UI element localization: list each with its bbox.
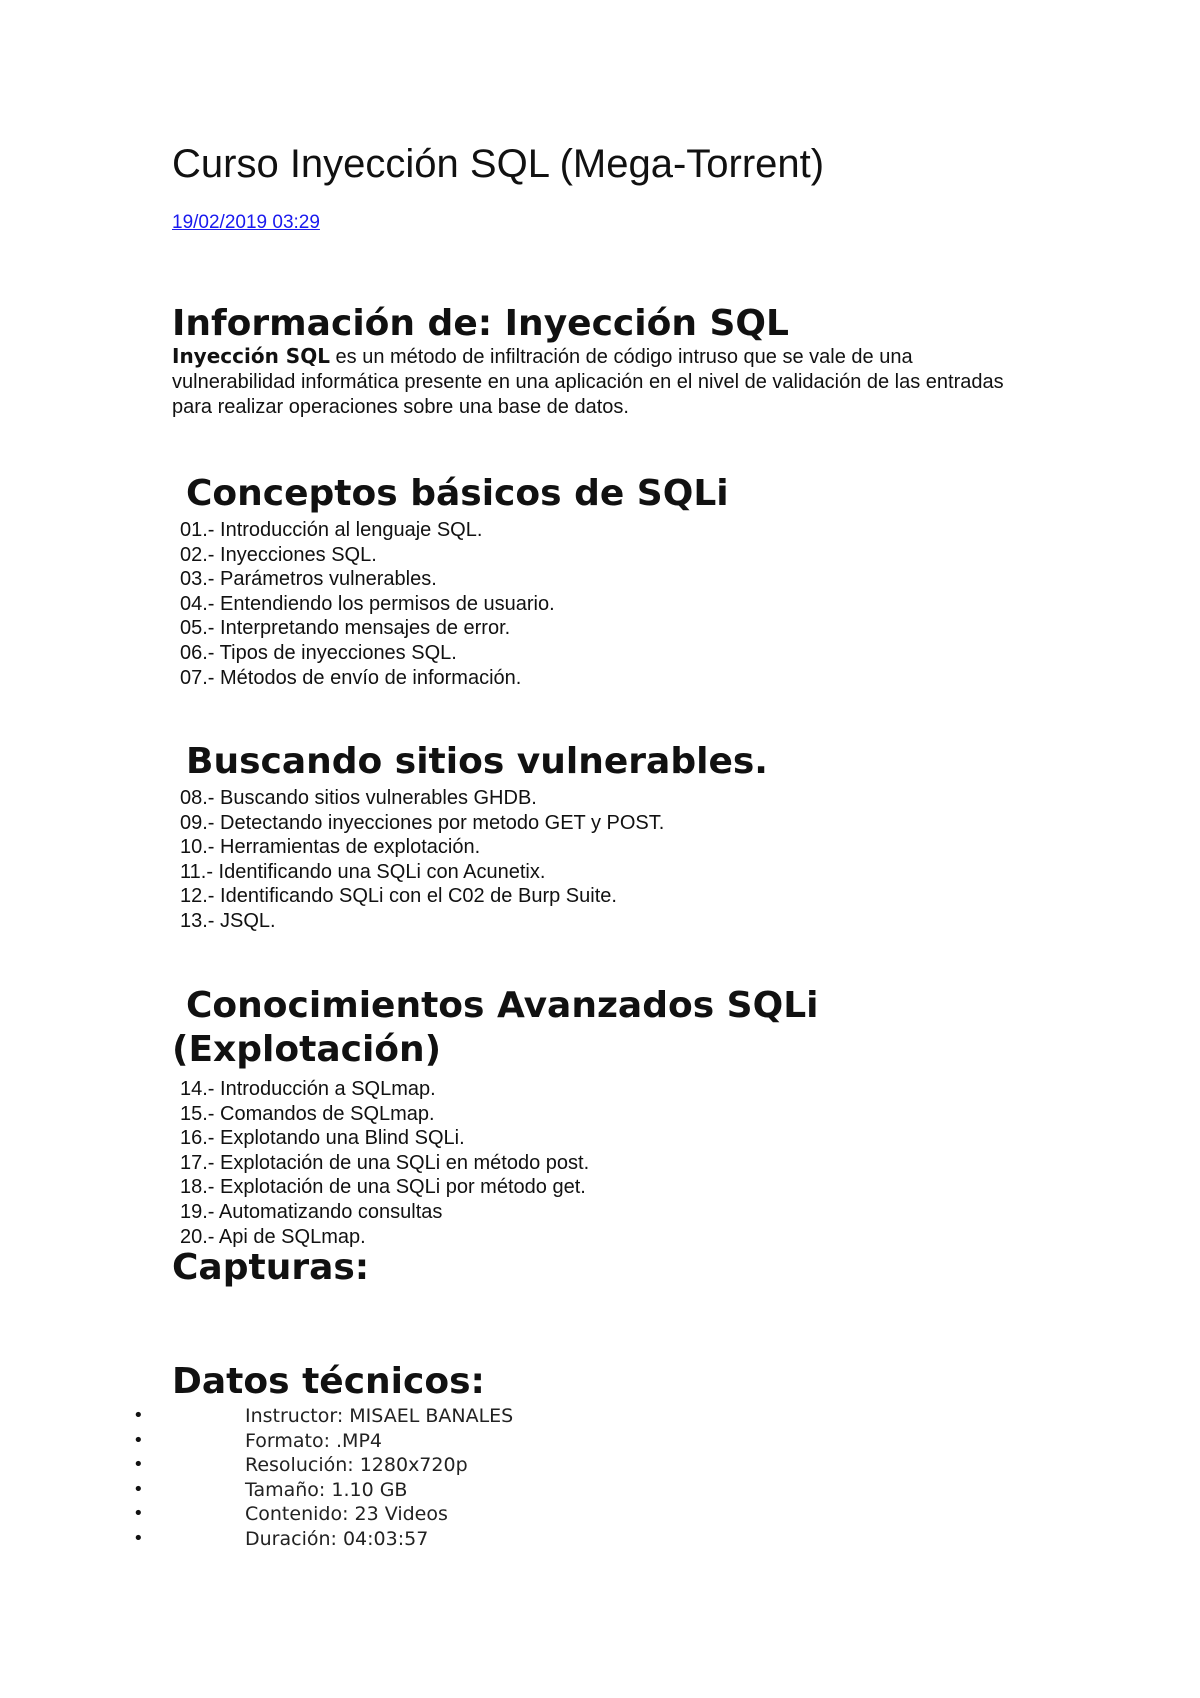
info-paragraph	[172, 344, 1022, 420]
technical-heading: Datos técnicos:	[172, 1361, 485, 1402]
section-heading-buscando: Buscando sitios vulnerables.	[186, 741, 768, 782]
page-title: Curso Inyección SQL (Mega-Torrent)	[172, 142, 825, 186]
list-item: 17.- Explotación de una SQLi en método post.	[180, 1151, 590, 1174]
info-heading: Información de: Inyección SQL	[172, 303, 789, 344]
bullet-icon: •	[133, 1429, 144, 1451]
list-item: 04.- Entendiendo los permisos de usuario.	[180, 592, 555, 615]
list-item: 02.- Inyecciones SQL.	[180, 543, 377, 566]
list-item: 03.- Parámetros vulnerables.	[180, 568, 437, 591]
bullet-icon: •	[133, 1454, 144, 1476]
captures-heading: Capturas:	[172, 1247, 370, 1288]
info-bold-term: Inyección SQL	[172, 344, 330, 368]
list-item: 08.- Buscando sitios vulnerables GHDB.	[180, 787, 537, 809]
list-item: 05.- Interpretando mensajes de error.	[180, 617, 511, 640]
bullet-icon: •	[133, 1527, 144, 1549]
list-item: 01.- Introducción al lenguaje SQL.	[180, 519, 483, 541]
list-item: 15.- Comandos de SQLmap.	[180, 1102, 435, 1125]
bullet-icon: •	[133, 1478, 144, 1500]
list-item: 13.- JSQL.	[180, 909, 276, 932]
section-heading-avanzados: Conocimientos Avanzados SQLi	[186, 985, 819, 1026]
bullet-icon: •	[133, 1405, 144, 1426]
document-page: Curso Inyección SQL (Mega-Torrent) 19/02/2019 03:29 Información de: Inyección SQL Inyección SQL es un método de infiltración de código intruso que se vale de una vulnerabilidad informática presente en una aplicación en el nivel de validación de las entradas para realizar operaciones sobre una base de datos. Conceptos básicos de SQLi 01.- Introducción al lenguaje SQL. 02.- Inyecciones SQL. 03.- Parámetros vulnerables. 04.- Entendiendo los permisos de usuario. 05.- Interpretando mensajes de error. 06.- Tipos de inyecciones SQL. 07.- Métodos de envío de información. Buscando sitios vulnerables. 08.- Buscando sitios vulnerables GHDB. 09.- Detectando inyecciones por metodo GET y POST. 10.- Herramientas de explotación. 11.- Identificando una SQLi con Acunetix. 12.- Identificando SQLi con el C02 de Burp Suite. 13.- JSQL. Conocimientos Avanzados SQLi (Explotación) 14.- Introducción a SQLmap. 15.- Comandos de SQLmap. 16.- Explotando una Blind SQLi. 17.- Explotación de una SQLi en método post. 18.- Explotación de una SQLi por método get. 19.- Automatizando consultas 20.- Api de SQLmap. Capturas: Datos técnicos: • Instructor: MISAEL BANALES • Formato: .MP4 • Resolución: 1280x720p • Tamaño: 1.10 GB • Contenido: 23 Videos • Duración: 04:03:57	[0, 0, 1200, 1698]
lesson-list-avanzados	[180, 1077, 589, 1249]
list-item: 20.- Api de SQLmap.	[180, 1225, 366, 1248]
list-item: 18.- Explotación de una SQLi por método get.	[180, 1176, 586, 1199]
section-heading-conceptos: Conceptos básicos de SQLi	[186, 473, 729, 514]
section-heading-avanzados-cont: (Explotación)	[172, 1029, 442, 1070]
lesson-list-conceptos	[180, 518, 555, 690]
list-item: 19.- Automatizando consultas	[180, 1200, 443, 1223]
info-text: es un método de infiltración de código intruso que se vale de una vulnerabilidad informática presente en una aplicación en el nivel de validación de las entradas para realizar operaciones sobre una base de datos.	[172, 346, 1004, 418]
list-item: 12.- Identificando SQLi con el C02 de Burp Suite.	[180, 885, 617, 908]
list-item: 06.- Tipos de inyecciones SQL.	[180, 641, 457, 664]
date-link[interactable]: 19/02/2019 03:29	[172, 212, 320, 233]
list-item: 11.- Identificando una SQLi con Acunetix.	[180, 860, 546, 883]
list-item: 07.- Métodos de envío de información.	[180, 666, 522, 689]
list-item: 10.- Herramientas de explotación.	[180, 836, 481, 859]
list-item: 09.- Detectando inyecciones por metodo GET y POST.	[180, 811, 665, 834]
bullet-icon: •	[133, 1503, 144, 1525]
list-item: 14.- Introducción a SQLmap.	[180, 1078, 436, 1100]
lesson-list-buscando	[180, 786, 664, 934]
list-item: 16.- Explotando una Blind SQLi.	[180, 1127, 465, 1150]
